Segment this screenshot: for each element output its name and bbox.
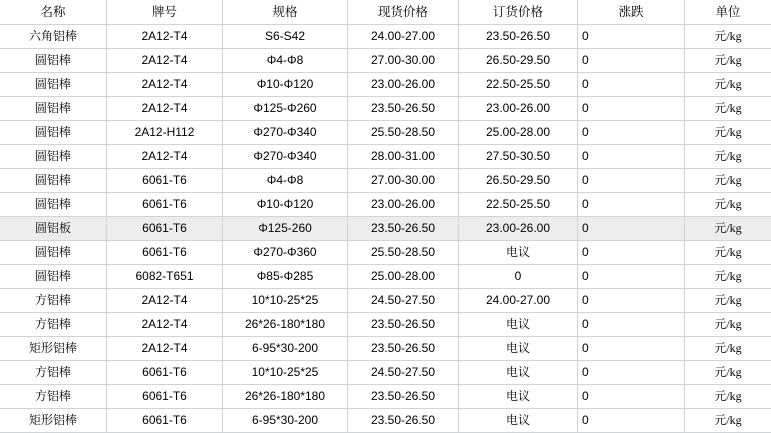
cell-change: 0	[578, 241, 685, 265]
unit-label: 元/kg	[714, 29, 741, 43]
cell-order-price: 22.50-25.50	[459, 73, 578, 97]
cell-spot-price: 25.50-28.50	[348, 241, 459, 265]
cell-name: 圆铝棒	[0, 145, 107, 169]
cell-brand: 6082-T651	[107, 265, 223, 289]
cell-brand: 2A12-T4	[107, 49, 223, 73]
cell-brand: 6061-T6	[107, 361, 223, 385]
cell-change: 0	[578, 145, 685, 169]
cell-spec: Φ270-Φ340	[223, 121, 348, 145]
table-row[interactable]	[0, 169, 771, 193]
table-row[interactable]	[0, 97, 771, 121]
column-header-spot-price: 现货价格	[348, 0, 459, 25]
cell-change: 0	[578, 337, 685, 361]
column-header-brand: 牌号	[107, 0, 223, 25]
cell-spec: 6-95*30-200	[223, 337, 348, 361]
cell-spot-price: 23.50-26.50	[348, 337, 459, 361]
cell-order-price: 电议	[459, 313, 578, 337]
cell-name: 圆铝棒	[0, 169, 107, 193]
unit-label: 元/kg	[714, 197, 741, 211]
cell-brand: 6061-T6	[107, 241, 223, 265]
cell-name: 圆铝棒	[0, 121, 107, 145]
unit-label: 元/kg	[714, 317, 741, 331]
cell-change: 0	[578, 265, 685, 289]
cell-name: 方铝棒	[0, 313, 107, 337]
cell-order-price: 26.50-29.50	[459, 49, 578, 73]
cell-spec: Φ270-Φ340	[223, 145, 348, 169]
cell-brand: 2A12-T4	[107, 145, 223, 169]
table-row[interactable]	[0, 409, 771, 433]
cell-unit	[685, 289, 771, 313]
cell-brand: 6061-T6	[107, 193, 223, 217]
cell-spot-price: 23.50-26.50	[348, 313, 459, 337]
table-row[interactable]	[0, 385, 771, 409]
cell-name: 圆铝棒	[0, 97, 107, 121]
table-header-row	[0, 0, 771, 25]
cell-change: 0	[578, 73, 685, 97]
cell-brand: 2A12-T4	[107, 337, 223, 361]
cell-change: 0	[578, 193, 685, 217]
cell-order-price: 23.50-26.50	[459, 25, 578, 49]
cell-change: 0	[578, 409, 685, 433]
cell-spot-price: 25.00-28.00	[348, 265, 459, 289]
table-row[interactable]	[0, 217, 771, 241]
cell-name: 方铝棒	[0, 289, 107, 313]
cell-brand: 6061-T6	[107, 385, 223, 409]
cell-unit	[685, 409, 771, 433]
cell-unit	[685, 313, 771, 337]
unit-label: 元/kg	[714, 365, 741, 379]
table-row[interactable]	[0, 265, 771, 289]
cell-spec: 10*10-25*25	[223, 361, 348, 385]
table-row[interactable]	[0, 361, 771, 385]
cell-change: 0	[578, 313, 685, 337]
cell-unit	[685, 265, 771, 289]
cell-spot-price: 24.50-27.50	[348, 289, 459, 313]
cell-spec: Φ10-Φ120	[223, 193, 348, 217]
cell-order-price: 24.00-27.00	[459, 289, 578, 313]
cell-unit	[685, 169, 771, 193]
cell-name: 圆铝棒	[0, 265, 107, 289]
cell-change: 0	[578, 121, 685, 145]
cell-order-price: 电议	[459, 337, 578, 361]
cell-unit	[685, 217, 771, 241]
cell-name: 圆铝板	[0, 217, 107, 241]
cell-brand: 6061-T6	[107, 409, 223, 433]
cell-brand: 2A12-T4	[107, 289, 223, 313]
unit-label: 元/kg	[714, 245, 741, 259]
unit-label: 元/kg	[714, 53, 741, 67]
cell-spec: Φ270-Φ360	[223, 241, 348, 265]
cell-spec: 6-95*30-200	[223, 409, 348, 433]
cell-brand: 2A12-T4	[107, 73, 223, 97]
cell-brand: 2A12-T4	[107, 25, 223, 49]
unit-label: 元/kg	[714, 77, 741, 91]
cell-unit	[685, 97, 771, 121]
cell-name: 六角铝棒	[0, 25, 107, 49]
cell-spot-price: 23.00-26.00	[348, 193, 459, 217]
cell-unit	[685, 193, 771, 217]
cell-spec: Φ125-260	[223, 217, 348, 241]
table-row[interactable]	[0, 49, 771, 73]
unit-label: 元/kg	[714, 221, 741, 235]
cell-unit	[685, 337, 771, 361]
cell-spot-price: 23.50-26.50	[348, 409, 459, 433]
cell-change: 0	[578, 49, 685, 73]
table-body	[0, 25, 771, 433]
cell-order-price: 电议	[459, 385, 578, 409]
cell-change: 0	[578, 361, 685, 385]
table-row[interactable]	[0, 121, 771, 145]
cell-spot-price: 27.00-30.00	[348, 169, 459, 193]
cell-spot-price: 25.50-28.50	[348, 121, 459, 145]
column-header-unit: 单位	[685, 0, 771, 25]
column-header-change: 涨跌	[578, 0, 685, 25]
cell-spec: 26*26-180*180	[223, 385, 348, 409]
cell-order-price: 22.50-25.50	[459, 193, 578, 217]
cell-name: 方铝棒	[0, 361, 107, 385]
cell-order-price: 0	[459, 265, 578, 289]
cell-unit	[685, 49, 771, 73]
cell-spec: S6-S42	[223, 25, 348, 49]
cell-order-price: 26.50-29.50	[459, 169, 578, 193]
cell-name: 圆铝棒	[0, 241, 107, 265]
table-row[interactable]	[0, 337, 771, 361]
cell-change: 0	[578, 217, 685, 241]
unit-label: 元/kg	[714, 125, 741, 139]
cell-change: 0	[578, 289, 685, 313]
cell-spec: Φ125-Φ260	[223, 97, 348, 121]
cell-name: 矩形铝棒	[0, 337, 107, 361]
table-row[interactable]	[0, 193, 771, 217]
cell-spot-price: 23.50-26.50	[348, 217, 459, 241]
table-row[interactable]	[0, 241, 771, 265]
column-header-name: 名称	[0, 0, 107, 25]
cell-name: 圆铝棒	[0, 193, 107, 217]
cell-brand: 6061-T6	[107, 217, 223, 241]
cell-unit	[685, 73, 771, 97]
cell-spec: Φ4-Φ8	[223, 169, 348, 193]
cell-order-price: 23.00-26.00	[459, 217, 578, 241]
cell-order-price: 电议	[459, 241, 578, 265]
unit-label: 元/kg	[714, 341, 741, 355]
cell-order-price: 25.00-28.00	[459, 121, 578, 145]
cell-order-price: 电议	[459, 361, 578, 385]
unit-label: 元/kg	[714, 149, 741, 163]
table-row[interactable]	[0, 25, 771, 49]
cell-name: 矩形铝棒	[0, 409, 107, 433]
cell-brand: 2A12-T4	[107, 313, 223, 337]
cell-spec: Φ85-Φ285	[223, 265, 348, 289]
cell-change: 0	[578, 97, 685, 121]
cell-spec: 10*10-25*25	[223, 289, 348, 313]
cell-unit	[685, 241, 771, 265]
table-header	[0, 0, 771, 25]
table-row[interactable]	[0, 73, 771, 97]
column-header-spec: 规格	[223, 0, 348, 25]
cell-name: 圆铝棒	[0, 73, 107, 97]
cell-spec: 26*26-180*180	[223, 313, 348, 337]
cell-brand: 2A12-T4	[107, 97, 223, 121]
cell-unit	[685, 145, 771, 169]
unit-label: 元/kg	[714, 413, 741, 427]
cell-order-price: 27.50-30.50	[459, 145, 578, 169]
cell-unit	[685, 25, 771, 49]
cell-spot-price: 24.50-27.50	[348, 361, 459, 385]
cell-name: 圆铝棒	[0, 49, 107, 73]
unit-label: 元/kg	[714, 293, 741, 307]
cell-spot-price: 23.50-26.50	[348, 385, 459, 409]
cell-brand: 6061-T6	[107, 169, 223, 193]
cell-change: 0	[578, 169, 685, 193]
unit-label: 元/kg	[714, 173, 741, 187]
cell-spot-price: 24.00-27.00	[348, 25, 459, 49]
cell-spot-price: 23.50-26.50	[348, 97, 459, 121]
cell-brand: 2A12-H112	[107, 121, 223, 145]
cell-order-price: 电议	[459, 409, 578, 433]
cell-change: 0	[578, 385, 685, 409]
cell-change: 0	[578, 25, 685, 49]
unit-label: 元/kg	[714, 389, 741, 403]
cell-spot-price: 27.00-30.00	[348, 49, 459, 73]
table-row[interactable]	[0, 289, 771, 313]
unit-label: 元/kg	[714, 101, 741, 115]
cell-spot-price: 28.00-31.00	[348, 145, 459, 169]
table-row[interactable]	[0, 145, 771, 169]
cell-spec: Φ10-Φ120	[223, 73, 348, 97]
table-row[interactable]	[0, 313, 771, 337]
unit-label: 元/kg	[714, 269, 741, 283]
cell-spot-price: 23.00-26.00	[348, 73, 459, 97]
cell-spec: Φ4-Φ8	[223, 49, 348, 73]
cell-name: 方铝棒	[0, 385, 107, 409]
cell-unit	[685, 121, 771, 145]
cell-order-price: 23.00-26.00	[459, 97, 578, 121]
column-header-order-price: 订货价格	[459, 0, 578, 25]
cell-unit	[685, 361, 771, 385]
cell-unit	[685, 385, 771, 409]
